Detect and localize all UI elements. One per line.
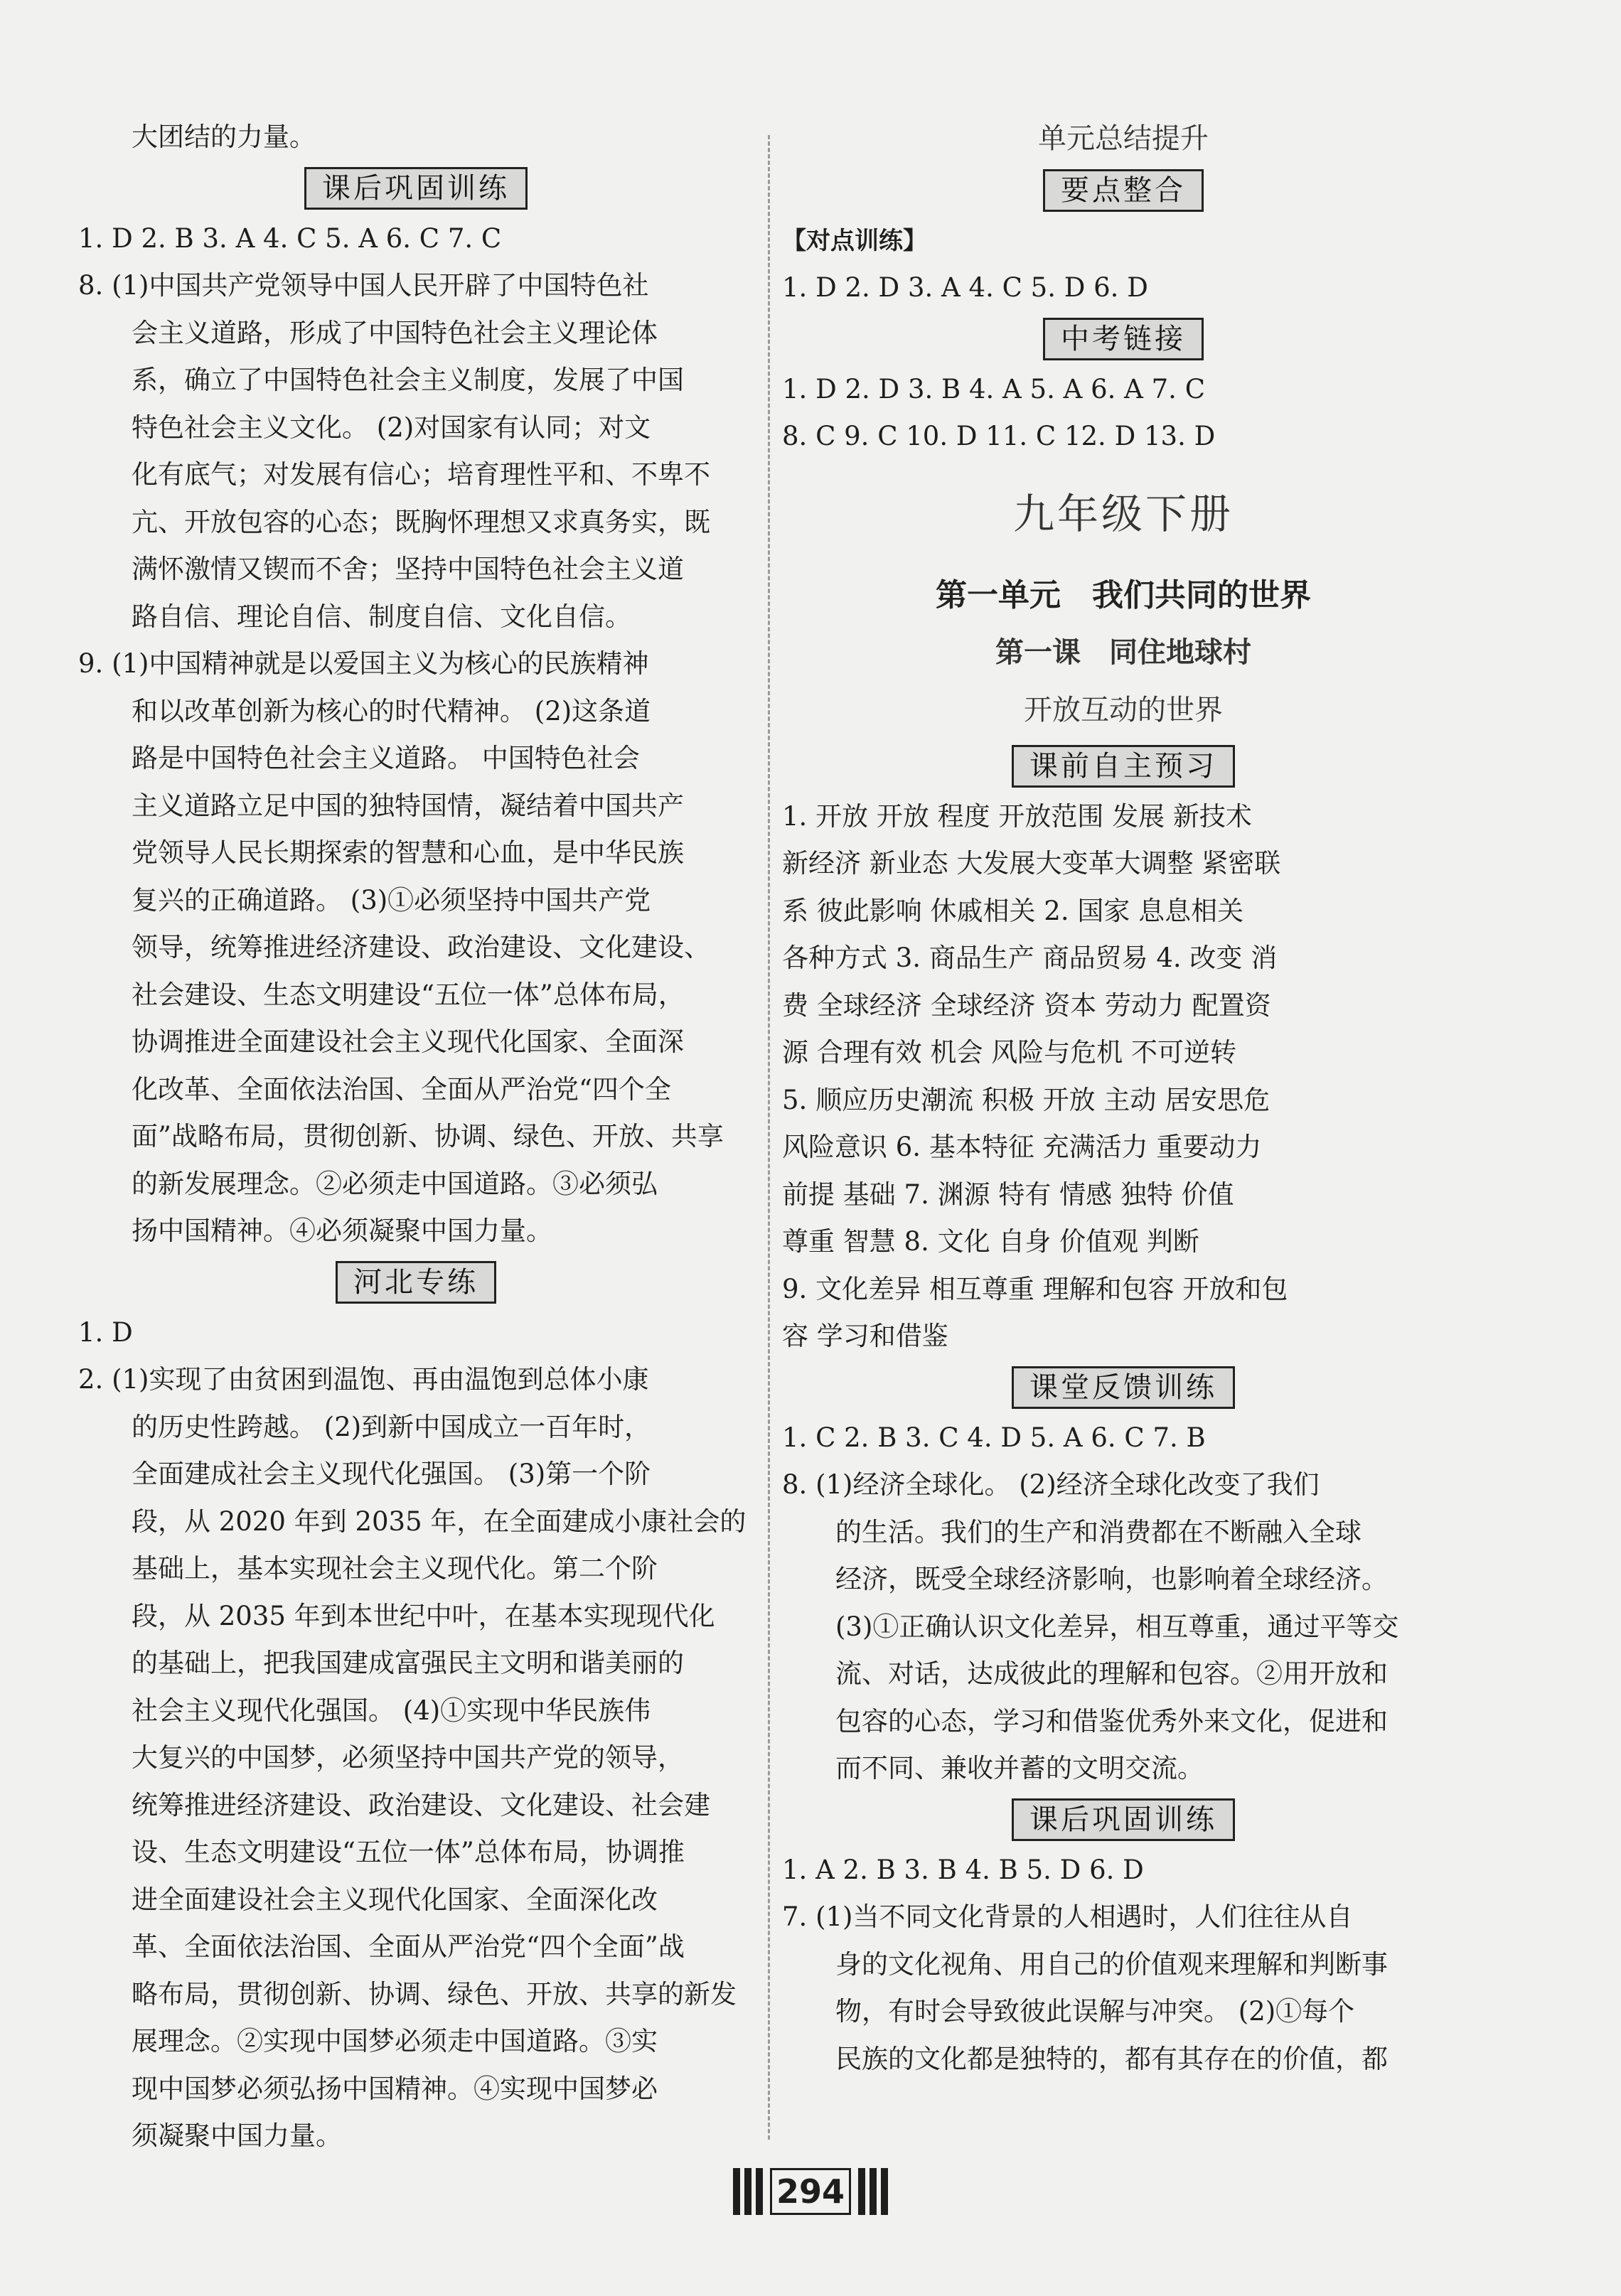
section-header-preview: 课前自主预习: [1012, 745, 1235, 788]
text-line: 统筹推进经济建设、政治建设、文化建设、社会建: [132, 1789, 710, 1820]
question-2-block: [78, 1356, 754, 2160]
section-header-key-points: 要点整合: [1043, 169, 1204, 212]
answer-line: 1. D: [78, 1316, 133, 1348]
answer-line: 1. D 2. D 3. A 4. C 5. D 6. D: [782, 272, 1148, 303]
text-line: 2. (1)实现了由贫困到温饱、再由温饱到总体小康: [78, 1364, 649, 1395]
text-line: 会主义道路，形成了中国特色社会主义理论体: [132, 317, 658, 348]
text-line: 的新发展理念。②必须走中国道路。③必须弘: [132, 1168, 658, 1199]
column-divider: [768, 135, 770, 2140]
text-line: 复兴的正确道路。 (3)①必须坚持中国共产党: [132, 884, 651, 916]
section-header-exam-link: 中考链接: [1043, 318, 1204, 360]
question-7-block: [782, 1894, 1465, 2083]
section-header-after-class: 课后巩固训练: [304, 167, 528, 210]
text-line: 化改革、全面依法治国、全面从严治党“四个全: [132, 1073, 671, 1105]
page-number: 294: [770, 2168, 851, 2215]
text-line: 基础上，基本实现社会主义现代化。第二个阶: [132, 1553, 658, 1584]
text-line: 社会主义现代化强国。 (4)①实现中华民族伟: [132, 1695, 651, 1726]
question-8-block: [782, 1461, 1465, 1793]
left-column: [78, 114, 754, 2160]
text-line: 流、对话，达成彼此的理解和包容。②用开放和: [835, 1658, 1388, 1689]
right-bars-decoration: [858, 2168, 888, 2215]
text-line: 系 彼此影响 休戚相关 2. 国家 息息相关: [782, 895, 1244, 926]
text-line: 源 合理有效 机会 风险与危机 不可逆转: [782, 1037, 1237, 1068]
text-line: 新经济 新业态 大发展大变革大调整 紧密联: [782, 848, 1281, 879]
text-line: 革、全面依法治国、全面从严治党“四个全面”战: [132, 1931, 685, 1962]
text-line: (3)①正确认识文化差异，相互尊重，通过平等交: [835, 1611, 1399, 1642]
text-line: 物，有时会导致彼此误解与冲突。 (2)①每个: [835, 1996, 1355, 2027]
text-line: 包容的心态，学习和借鉴优秀外来文化，促进和: [835, 1705, 1388, 1737]
text-line: 和以改革创新为核心的时代精神。 (2)这条道: [132, 695, 651, 726]
text-line: 化有底气；对发展有信心；培育理性平和、不卑不: [132, 459, 710, 490]
text-line: 展理念。②实现中国梦必须走中国道路。③实: [132, 2026, 658, 2056]
text-line: 亢、开放包容的心态；既胸怀理想又求真务实，既: [132, 506, 710, 537]
right-column: [782, 114, 1465, 2083]
text-line: 容 学习和借鉴: [782, 1321, 948, 1351]
text-line: 的历史性跨越。 (2)到新中国成立一百年时，: [132, 1411, 651, 1442]
text-line: 的基础上，把我国建成富强民主文明和谐美丽的: [132, 1648, 684, 1678]
text-line: 1. 开放 开放 程度 开放范围 发展 新技术: [782, 800, 1252, 832]
answer-line: 1. D 2. D 3. B 4. A 5. A 6. A 7. C: [782, 373, 1205, 404]
text-line: 的生活。我们的生产和消费都在不断融入全球: [835, 1516, 1361, 1547]
text-line: 协调推进全面建设社会主义现代化国家、全面深: [132, 1026, 684, 1057]
text-line: 党领导人民长期探索的智慧和心血，是中华民族: [132, 837, 684, 868]
text-line: 路是中国特色社会主义道路。 中国特色社会: [132, 743, 640, 773]
topic-title: 开放互动的世界: [1024, 693, 1223, 726]
left-bars-decoration: [733, 2168, 763, 2215]
answer-line: 1. C 2. B 3. C 4. D 5. A 6. C 7. B: [782, 1422, 1206, 1453]
section-header-classroom: 课堂反馈训练: [1012, 1366, 1235, 1409]
text-line: 现中国梦必须弘扬中国精神。④实现中国梦必: [132, 2073, 658, 2104]
text-line: 社会建设、生态文明建设“五位一体”总体布局，: [132, 979, 685, 1010]
text-line: 9. (1)中国精神就是以爱国主义为核心的民族精神: [78, 648, 649, 679]
text-line: 费 全球经济 全球经济 资本 劳动力 配置资: [782, 989, 1271, 1021]
text-line: 主义道路立足中国的独特国情，凝结着中国共产: [132, 790, 684, 821]
preview-answers: [782, 793, 1465, 1361]
text-line: 8. (1)经济全球化。 (2)经济全球化改变了我们: [782, 1469, 1320, 1500]
unit-summary-title: 单元总结提升: [1038, 122, 1209, 155]
text-line: 身的文化视角、用自己的价值观来理解和判断事: [835, 1948, 1388, 1980]
text-line: 满怀激情又锲而不舍；坚持中国特色社会主义道: [132, 554, 684, 584]
intro-text: 大团结的力量。: [132, 122, 316, 152]
answer-line: 1. A 2. B 3. B 4. B 5. D 6. D: [782, 1854, 1144, 1885]
text-line: 9. 文化差异 相互尊重 理解和包容 开放和包: [782, 1273, 1288, 1304]
text-line: 领导，统筹推进经济建设、政治建设、文化建设、: [132, 932, 710, 962]
text-line: 全面建成社会主义现代化强国。 (3)第一个阶: [132, 1459, 651, 1489]
text-line: 特色社会主义文化。 (2)对国家有认同；对文: [132, 412, 651, 443]
unit-title: 第一单元 我们共同的世界: [936, 576, 1311, 613]
text-line: 设、生态文明建设“五位一体”总体布局，协调推: [132, 1837, 685, 1867]
text-line: 而不同、兼收并蓄的文明交流。: [835, 1753, 1204, 1783]
text-line: 经济，既受全球经济影响，也影响着全球经济。: [835, 1564, 1388, 1594]
page-number-footer: [0, 2168, 1621, 2215]
text-line: 段，从 2035 年到本世纪中叶，在基本实现现代化: [132, 1600, 715, 1631]
text-line: 扬中国精神。④必须凝聚中国力量。: [132, 1216, 552, 1246]
text-line: 前提 基础 7. 渊源 特有 情感 独特 价值: [782, 1179, 1234, 1210]
text-line: 各种方式 3. 商品生产 商品贸易 4. 改变 消: [782, 943, 1278, 973]
text-line: 大复兴的中国梦，必须坚持中国共产党的领导，: [132, 1742, 684, 1773]
text-line: 风险意识 6. 基本特征 充满活力 重要动力: [782, 1132, 1262, 1162]
text-line: 须凝聚中国力量。: [132, 2120, 342, 2151]
question-9-block: [78, 640, 754, 1255]
practice-label: 【对点训练】: [782, 227, 927, 255]
answer-line: 8. C 9. C 10. D 11. C 12. D 13. D: [782, 421, 1216, 451]
text-line: 进全面建设社会主义现代化国家、全面深化改: [132, 1884, 658, 1915]
text-line: 8. (1)中国共产党领导中国人民开辟了中国特色社: [78, 270, 649, 301]
book-volume-title: 九年级下册: [1012, 489, 1234, 538]
text-line: 5. 顺应历史潮流 积极 开放 主动 居安思危: [782, 1084, 1270, 1115]
text-line: 路自信、理论自信、制度自信、文化自信。: [132, 601, 631, 632]
text-line: 面”战略布局，贯彻创新、协调、绿色、开放、共享: [132, 1121, 724, 1152]
text-line: 略布局，贯彻创新、协调、绿色、开放、共享的新发: [132, 1978, 737, 2010]
section-header-hebei: 河北专练: [336, 1261, 496, 1304]
text-line: 民族的文化都是独特的，都有其存在的价值，都: [835, 2043, 1388, 2074]
text-line: 尊重 智慧 8. 文化 自身 价值观 判断: [782, 1226, 1199, 1257]
lesson-title: 第一课 同住地球村: [995, 635, 1251, 669]
text-line: 段，从 2020 年到 2035 年，在全面建成小康社会的: [132, 1506, 747, 1537]
answer-line: 1. D 2. B 3. A 4. C 5. A 6. C 7. C: [78, 222, 502, 254]
text-line: 7. (1)当不同文化背景的人相遇时，人们往往从自: [782, 1901, 1353, 1932]
section-header-after-class: 课后巩固训练: [1012, 1798, 1235, 1841]
text-line: 系，确立了中国特色社会主义制度，发展了中国: [132, 365, 684, 395]
question-8-block: [78, 262, 754, 640]
